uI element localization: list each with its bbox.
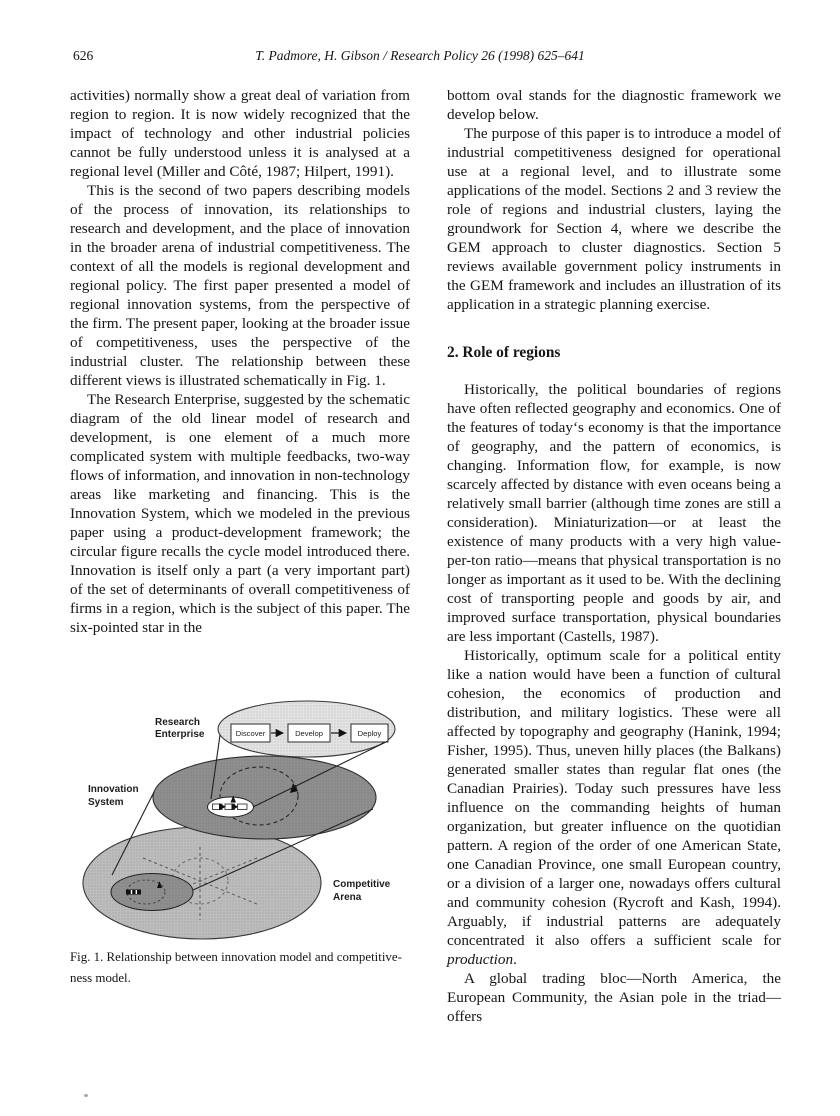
research-enterprise-label: Enterprise — [155, 729, 205, 740]
competitive-arena-label: Arena — [333, 892, 362, 903]
discover-box-label: Discover — [235, 728, 266, 738]
develop-box-label: Develop — [295, 728, 323, 738]
figure-1-diagram — [70, 699, 410, 943]
figure-1 — [70, 699, 410, 989]
research-enterprise-label: Research — [155, 717, 201, 728]
deploy-box-label: Deploy — [357, 728, 382, 738]
paragraph: A global trading bloc—North America, the European Community, the Asian pole in the triad—offers — [447, 970, 781, 1025]
mini-innovation-oval — [111, 874, 193, 911]
linear-model-process — [231, 724, 388, 742]
scan-artifact — [84, 1094, 88, 1097]
competitive-arena-label: Competitive — [333, 879, 391, 890]
right-column — [447, 86, 781, 1026]
paragraph: bottom oval stands for the diagnostic framework we develop below. — [447, 87, 781, 123]
innovation-system-label: System — [88, 797, 124, 808]
left-column — [70, 86, 410, 637]
paragraph: The Research Enterprise, suggested by the schematic diagram of the old linear model of research and development, is one element of a much more complicated system with multiple feedbacks, two-way flows of information, and innovation in non-technology areas like marketing and financing. This is the Innovation System, which we modeled in the previous paper using a product-development framework; the circular figure recalls the cycle model introduced there. Innovation is itself only a part (a very important part) of the set of determinants of overall competitiveness of firms in a region, which is the subject of this paper. The six-pointed star in the — [70, 391, 410, 636]
page-number: 626 — [73, 48, 94, 63]
innovation-system-oval — [153, 756, 376, 839]
paragraph: This is the second of two papers describing models of the process of innovation, its relationships to research and development, and the place of innovation in the broader arena of industrial competitiveness. The context of all the models is regional development and regional policy. The first paper presented a model of regional innovation systems, from the perspective of the firm. The present paper, looking at the broader issue of competitiveness, uses the perspective of the industrial cluster. The relationship between these different views is illustrated schematically in Fig. 1. — [70, 182, 410, 389]
paragraph-text: . — [513, 951, 517, 968]
paragraph: Historically, the political boundaries of regions have often reflected geography and economics. One of the features of today‘s economy is that the importance of geography, and the pattern of economics, is changing. Information flow, for example, is now scarcely affected by distance with even oceans being a relatively small barrier (although time zones are still a consideration). Miniaturization—or at least the existence of many products with a very high value-per-ton ratio—means that physical transportation is no longer as important as it used to be. With the declining cost of transporting people and goods by air, and improved surface transportation, physical boundaries are less important (Castells, 1987). — [447, 381, 781, 645]
innovation-system-label: Innovation — [88, 784, 139, 795]
figure-caption-line: Fig. 1. Relationship between innovation model and competitive- — [70, 950, 402, 964]
paragraph: The purpose of this paper is to introduce a model of industrial competitiveness designed for operational use at a regional level, and to illustrate some applications of the model. Sections 2 and 3 review the role of regions and industrial clusters, laying the groundwork for Section 4, where we describe the GEM approach to cluster diagnostics. Section 5 reviews available government policy instruments in the GEM framework and includes an illustration of its application in a strategic planning exercise. — [447, 125, 781, 313]
paragraph: activities) normally show a great deal of variation from region to region. It is now widely recognized that the impact of technology and other industrial policies cannot be fully understood unless it is analysed at a regional level (Miller and Côté, 1987; Hilpert, 1991). — [70, 87, 410, 180]
paragraph-text: Historically, optimum scale for a political entity like a nation would have been a function of cultural cohesion, the economics of production and distribution, and military logistics. These were all affected by topography and geography (Hanink, 1994; Fisher, 1995). Thus, uneven hilly places (the Balkans) generated smaller states than regular flat ones (the Canadian Prairies). Today such pressures have less influence on the commanding heights of human organization, but greater influence on the quotidian pattern. A region of the order of one American State, one Canadian Province, one small European country, or a division of a larger one, nowadays offers cultural and community cohesion (Rycroft and Kash, 1994). Arguably, if industrial patterns are adequately concentrated it also offers a sufficient scale for — [447, 647, 781, 949]
figure-caption-line: ness model. — [70, 971, 131, 985]
figure-caption — [70, 947, 410, 989]
emphasized-word: production — [447, 951, 514, 968]
section-heading-role-of-regions: 2. Role of regions — [447, 344, 561, 361]
paragraph — [447, 646, 781, 969]
running-head: T. Padmore, H. Gibson / Research Policy 26 (1998) 625–641 — [255, 48, 585, 63]
